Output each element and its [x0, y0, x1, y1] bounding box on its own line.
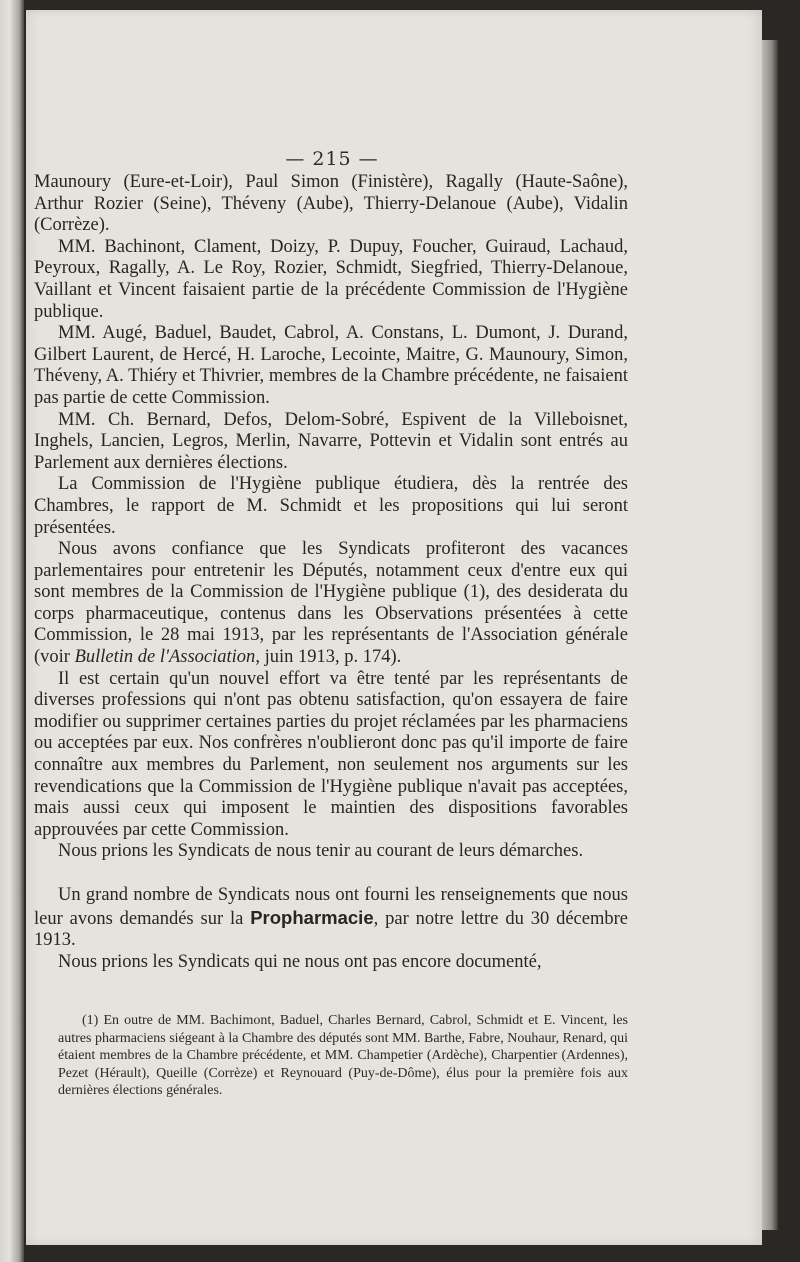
paragraph-9: [34, 885, 628, 952]
paragraph-5: La Commission de l'Hygiène publique étudiera, dès la rentrée des Chambres, le rapport de M. Schmidt et les propositions qui lui seront présentées.: [34, 474, 628, 538]
paragraph-9-text-a: Un grand nombre de Syndicats nous ont fourni les renseignements que nous leur avons demandés sur la: [34, 885, 628, 929]
paragraph-2: MM. Bachinont, Clament, Doizy, P. Dupuy, Foucher, Guiraud, Lachaud, Peyroux, Ragally, A. Le Roy, Rozier, Schmidt, Siegfried, Thierry-Delanoue, Vaillant et Vincent faisaient partie de la précédente Commission de l'Hygiène publique.: [34, 236, 628, 322]
propharmacie-term: Propharmacie: [250, 906, 374, 928]
paragraph-6-text-a: Nous avons confiance que les Syndicats profiteront des vacances parlementaires pour entretenir les Députés, notamment ceux d'entre eux qui sont membres de la Commission de l'Hygiène publique (1), des desiderata du corps pharmaceutique, contenus dans les Observations présentées à cette Commission, le 28 mai 1913, par les représentants de l'Association générale (voir: [34, 539, 628, 668]
paragraph-4: MM. Ch. Bernard, Defos, Delom-Sobré, Espivent de la Villeboisnet, Inghels, Lancien, Legros, Merlin, Navarre, Pottevin et Vidalin sont entrés au Parlement aux dernières élections.: [34, 409, 628, 473]
paragraph-6-text-b: , juin 1913, p. 174).: [255, 647, 402, 668]
footnote: (1) En outre de MM. Bachimont, Baduel, Charles Bernard, Cabrol, Schmidt et E. Vincent, les autres pharmaciens siégeant à la Chambre des députés sont MM. Barthe, Fabre, Nouhaur, Renard, qui étaient membres de la Chambre précédente, et MM. Champetier (Ardèche), Charpentier (Ardennes), Pezet (Hérault), Queille (Corrèze) et Reynouard (Puy-de-Dôme), élus pour la première fois aux dernières élections générales.: [58, 1013, 628, 1099]
paragraph-9-text-b: , par notre lettre du 30 décembre 1913.: [34, 908, 628, 951]
paragraph-1: Maunoury (Eure-et-Loir), Paul Simon (Finistère), Ragally (Haute-Saône), Arthur Rozier (Seine), Théveny (Aube), Thierry-Delanoue (Aube), Vidalin (Corrèze).: [34, 172, 628, 236]
paragraph-10: Nous prions les Syndicats qui ne nous ont pas encore documenté,: [58, 951, 542, 972]
paragraph-7: Il est certain qu'un nouvel effort va être tenté par les représentants de diverses professions qui n'ont pas obtenu satisfaction, qu'on essayera de faire modifier ou supprimer certaines parties du projet réclamées par les pharmaciens ou acceptées par eux. Nos confrères n'oublieront donc pas qu'il importe de faire connaître aux membres du Parlement, non seulement nos arguments sur les revendications que la Commission de l'Hygiène publique n'avait pas acceptées, mais aussi ceux qui imposent le maintien des dispositions favorables approuvées par cette Commission.: [34, 668, 628, 840]
page-right-edge: [762, 40, 778, 1230]
body-text: [34, 172, 628, 973]
paragraph-6: [34, 539, 628, 669]
paragraph-8: Nous prions les Syndicats de nous tenir au courant de leurs démarches.: [58, 841, 584, 862]
paragraph-3: MM. Augé, Baduel, Baudet, Cabrol, A. Constans, L. Dumont, J. Durand, Gilbert Laurent, de Hercé, H. Laroche, Lecointe, Maitre, G. Maunoury, Simon, Théveny, A. Thiéry et Thivrier, membres de la Chambre précédente, ne faisaient pas partie de cette Commission.: [34, 323, 628, 408]
bulletin-title: Bulletin de l'Association: [74, 647, 256, 668]
page-number: — 215 —: [285, 148, 379, 170]
adjacent-page-edge: [0, 0, 24, 1262]
